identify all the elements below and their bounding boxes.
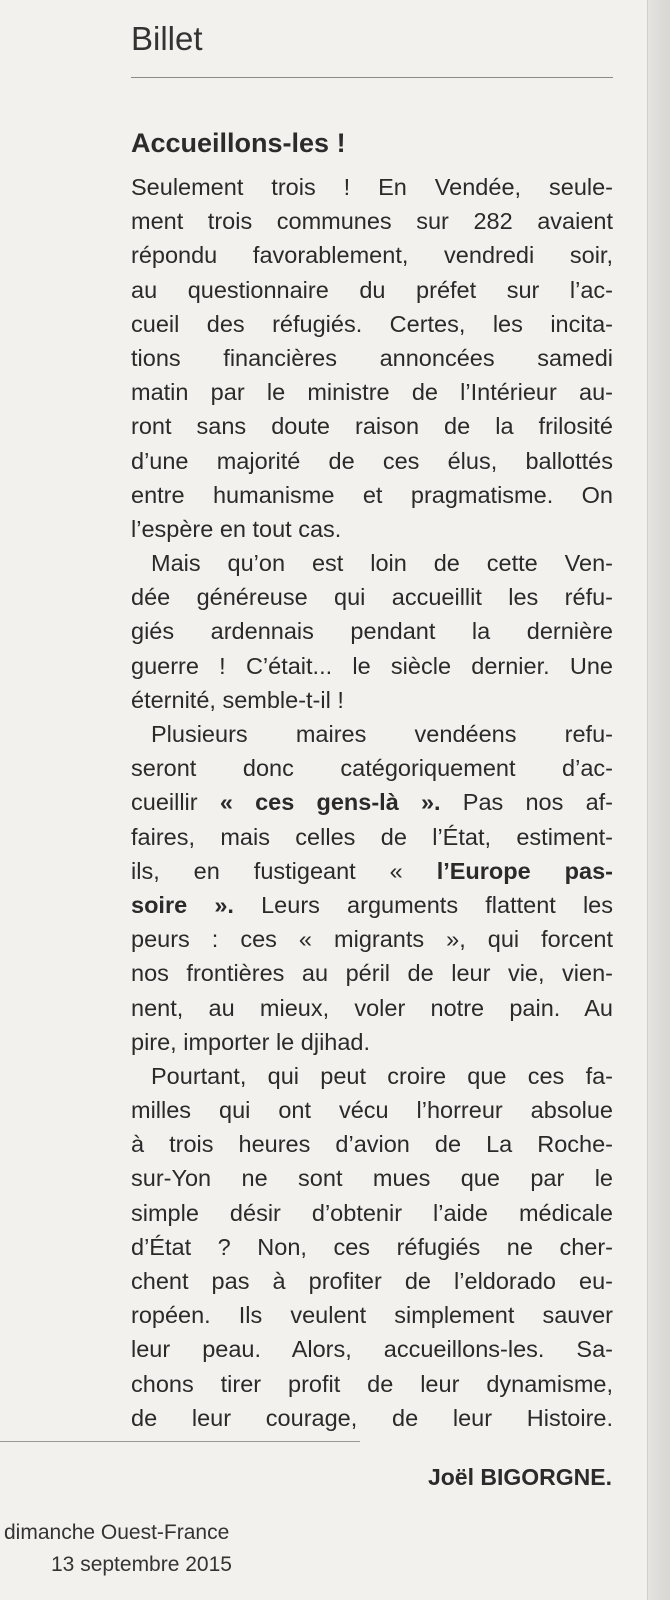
section-title: Billet <box>131 20 203 57</box>
text-line: d’une majorité de ces élus, ballottés <box>131 447 613 474</box>
text-line: chent pas à profiter de l’eldorado eu- <box>131 1268 613 1294</box>
text-line: faires, mais celles de l’État, estiment- <box>131 823 613 850</box>
author-signature: Joël BIGORGNE. <box>427 1464 612 1490</box>
text-line: peurs : ces « migrants », qui forcent <box>131 926 613 953</box>
text-line: d’État ? Non, ces réfugiés ne cher- <box>131 1233 613 1260</box>
text-line: soire ». Leurs arguments flattent les <box>131 891 614 918</box>
text-line: dée généreuse qui accueillit les réfu- <box>131 584 613 611</box>
publication-date: 13 septembre 2015 <box>51 1553 232 1576</box>
source-publication: dimanche Ouest-France <box>4 1521 230 1544</box>
text-line: giés ardennais pendant la dernière <box>131 618 613 645</box>
text-line: au questionnaire du préfet sur l’ac- <box>131 276 613 303</box>
article-end-divider <box>0 1441 360 1442</box>
text-line: simple désir d’obtenir l’aide médicale <box>131 1199 613 1226</box>
text-line: nent, au mieux, voler notre pain. Au <box>131 994 613 1021</box>
text-line: entre humanisme et pragmatisme. On <box>131 481 613 508</box>
text-line: guerre ! C’était... le siècle dernier. Une <box>131 652 613 679</box>
paper-edge <box>647 0 670 1600</box>
text-line: milles qui ont vécu l’horreur absolue <box>131 1097 613 1124</box>
text-line: à trois heures d’avion de La Roche- <box>131 1131 613 1158</box>
text-line: cueil des réfugiés. Certes, les incita- <box>131 310 613 337</box>
text-line: pire, importer le djihad. <box>131 1028 371 1055</box>
text-line: répondu favorablement, vendredi soir, <box>131 242 613 269</box>
text-line: ils, en fustigeant « l’Europe pas- <box>131 857 613 884</box>
text-line: ment trois communes sur 282 avaient <box>131 208 613 235</box>
text-line: sur-Yon ne sont mues que par le <box>131 1165 613 1192</box>
text-line: seront donc catégoriquement d’ac- <box>131 755 613 782</box>
text-line: l’espère en tout cas. <box>131 515 342 542</box>
text-line: éternité, semble-t-il ! <box>131 686 344 713</box>
text-line: nos frontières au péril de leur vie, vien- <box>131 960 613 987</box>
text-line: Plusieurs maires vendéens refu- <box>151 721 613 747</box>
text-line: de leur courage, de leur Histoire. <box>131 1404 613 1431</box>
section-divider <box>131 77 613 78</box>
text-line: chons tirer profit de leur dynamisme, <box>131 1370 613 1397</box>
text-line: tions financières annoncées samedi <box>131 344 613 371</box>
text-line: leur peau. Alors, accueillons-les. Sa- <box>131 1336 613 1363</box>
text-line: Pourtant, qui peut croire que ces fa- <box>151 1062 613 1089</box>
text-line: ront sans doute raison de la frilosité <box>131 413 613 440</box>
text-line: Mais qu’on est loin de cette Ven- <box>151 550 613 577</box>
article-headline: Accueillons-les ! <box>131 128 346 158</box>
text-line: matin par le ministre de l’Intérieur au- <box>131 379 613 406</box>
text-line: Seulement trois ! En Vendée, seule- <box>131 174 613 200</box>
text-line: cueillir « ces gens-là ». Pas nos af- <box>131 789 613 816</box>
article-body <box>131 170 613 1435</box>
text-line: ropéen. Ils veulent simplement sauver <box>131 1302 613 1329</box>
